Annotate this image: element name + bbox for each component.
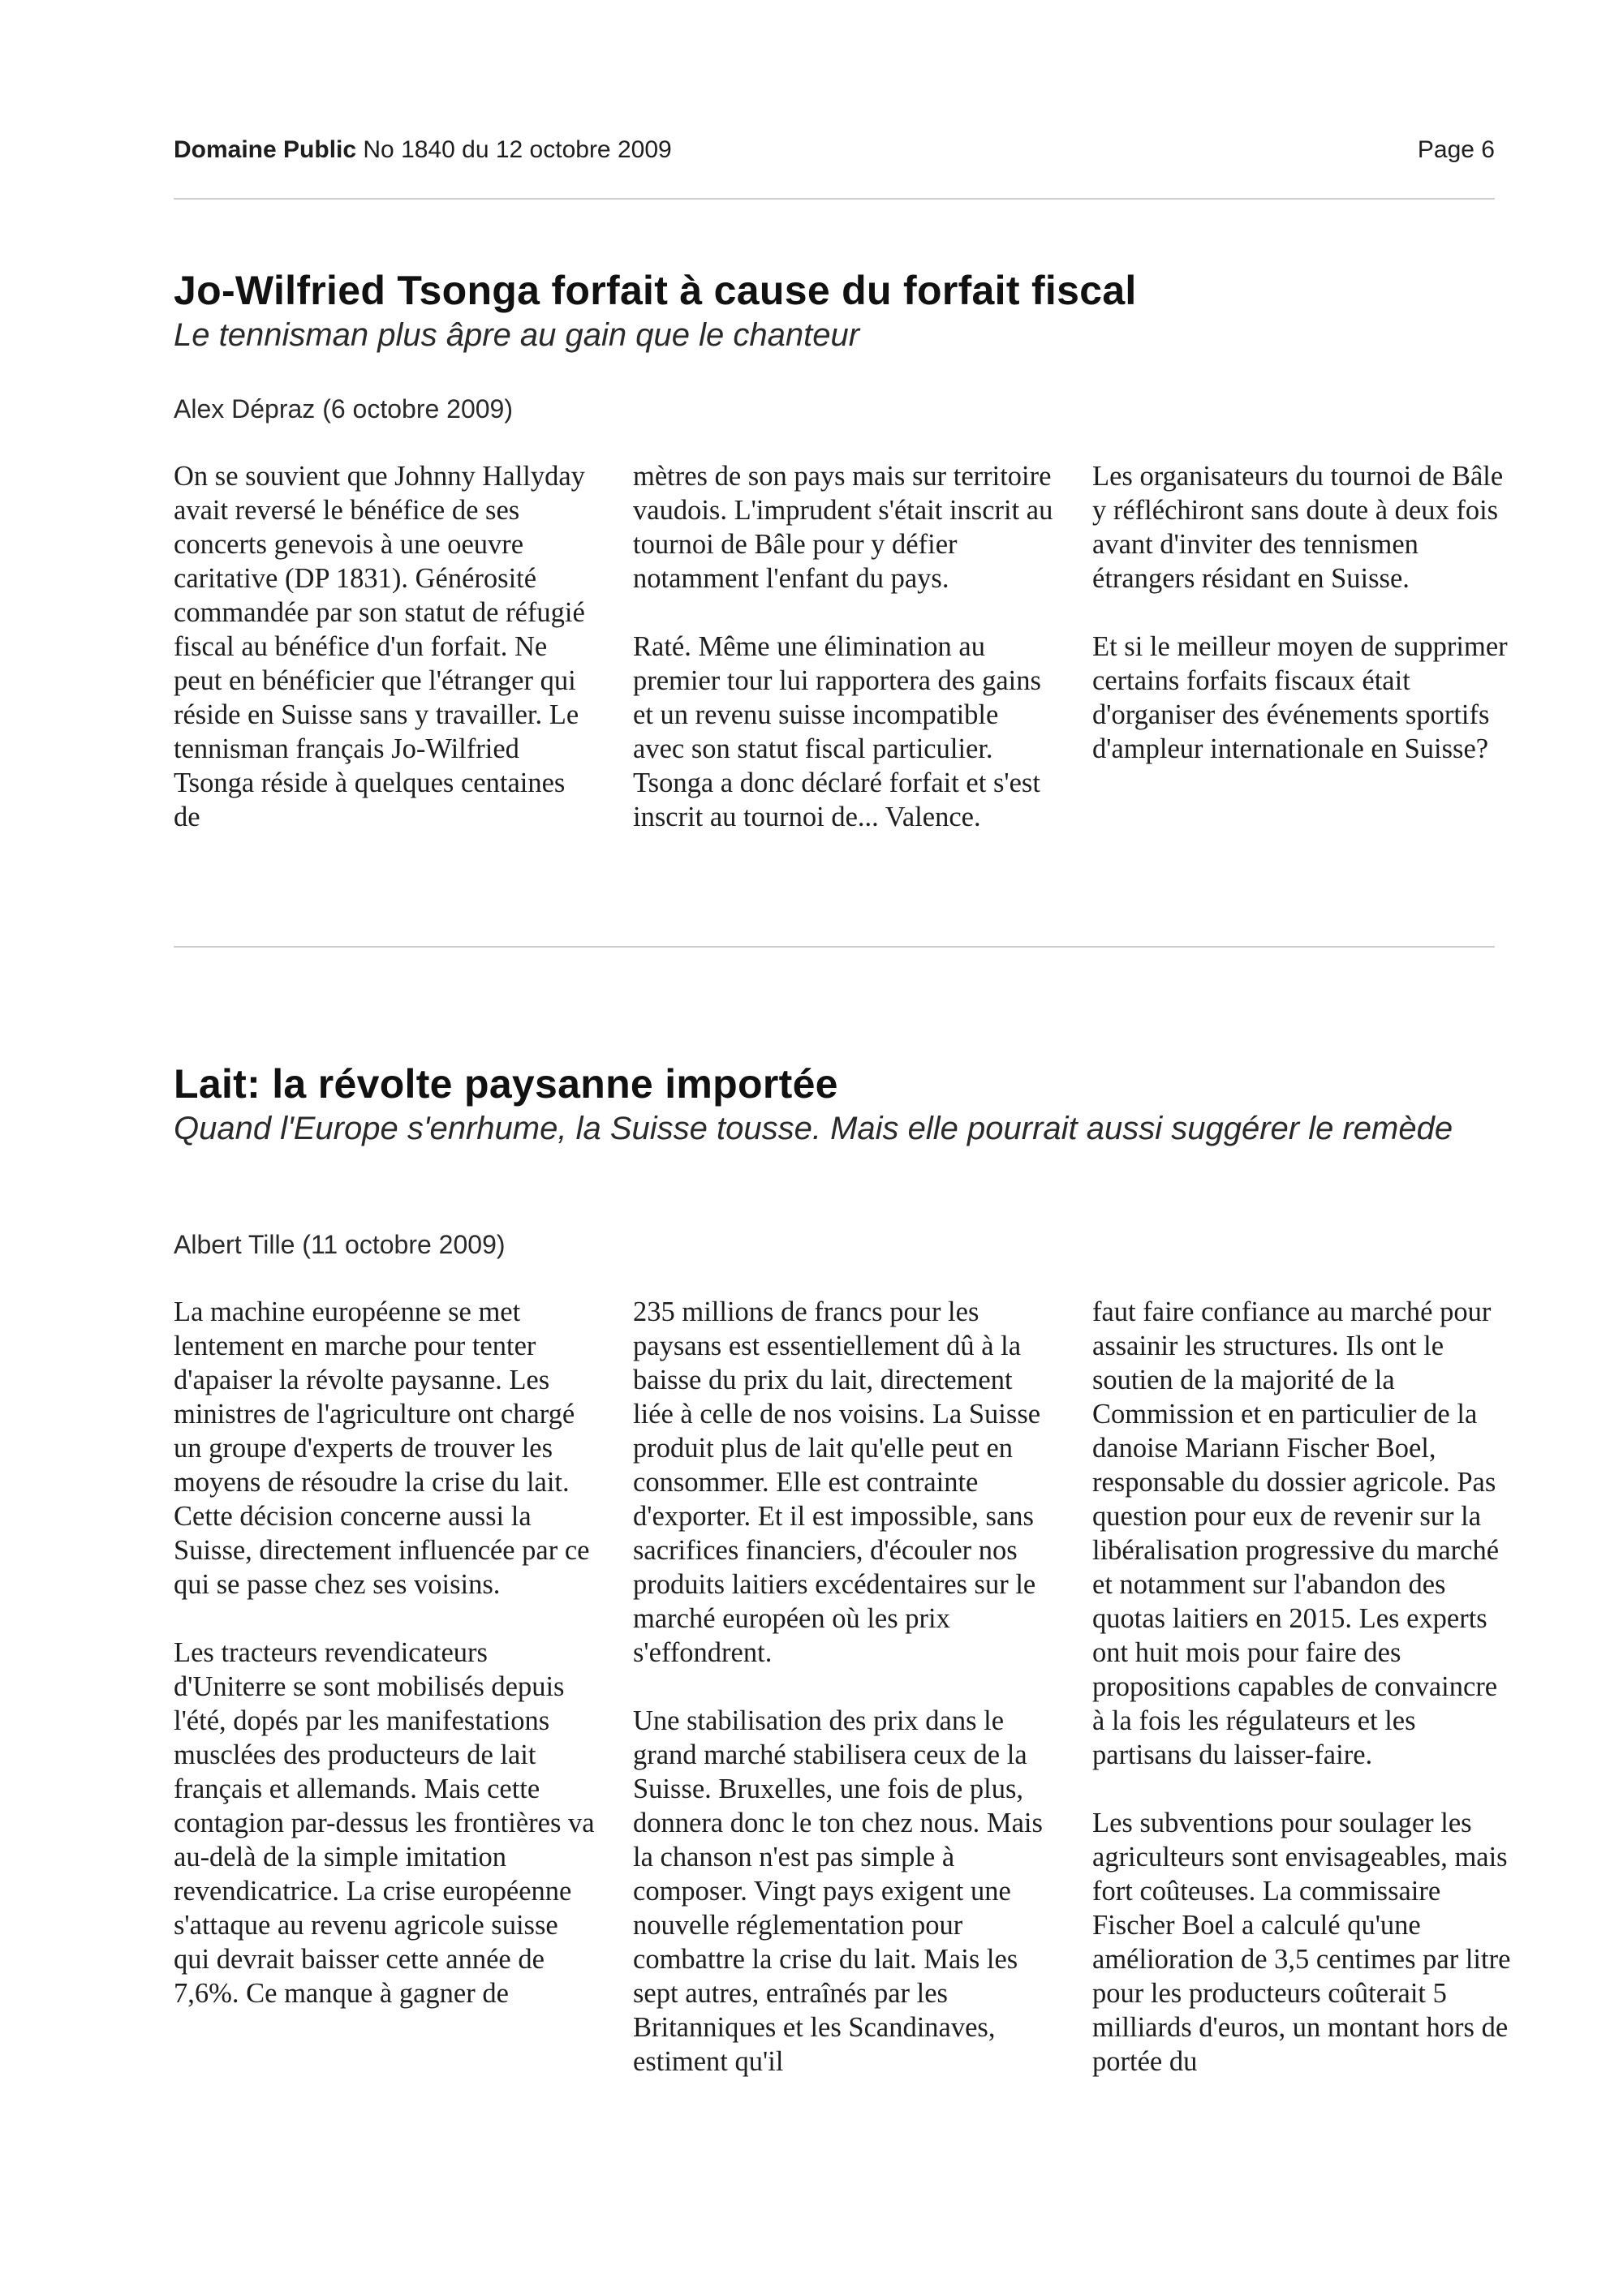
article-column-2 xyxy=(633,1295,1055,2113)
article-column-1 xyxy=(174,1295,596,2044)
issue-info: No 1840 du 12 octobre 2009 xyxy=(363,136,672,163)
paragraph: Une stabilisation des prix dans le grand marché stabilisera ceux de la Suisse. Bruxelles, une fois de plus, donnera donc le ton chez nous. Mais la chanson n'est pas simple à composer. Vingt pays exigent une nouvelle réglementation pour combattre la crise du lait. Mais les sept autres, entraînés par les Britanniques et les Scandinaves, estiment qu'il xyxy=(633,1705,1043,2077)
running-header xyxy=(174,136,1495,164)
article-column-2 xyxy=(633,459,1055,868)
article-subtitle: Quand l'Europe s'enrhume, la Suisse tousse. Mais elle pourrait aussi suggérer le remède xyxy=(174,1111,1453,1146)
paragraph: Les tracteurs revendicateurs d'Uniterre se sont mobilisés depuis l'été, dopés par les manifestations musclées des producteurs de lait français et allemands. Mais cette contagion par-dessus les frontières va au-delà de la simple imitation revendicatrice. La crise européenne s'attaque au revenu agricole suisse qui devrait baisser cette année de 7,6%. Ce manque à gagner de xyxy=(174,1637,595,2009)
article-byline: Albert Tille (11 octobre 2009) xyxy=(174,1230,506,1259)
paragraph: Les organisateurs du tournoi de Bâle y réfléchiront sans doute à deux fois avant d'inviter des tennismen étrangers résidant en Suisse. xyxy=(1092,461,1504,594)
article-divider xyxy=(174,946,1495,948)
article-column-1 xyxy=(174,459,596,868)
paragraph: La machine européenne se met lentement en marche pour tenter d'apaiser la révolte paysanne. Les ministres de l'agriculture ont chargé un groupe d'experts de trouver les moyens de résoudre la crise du lait. Cette décision concerne aussi la Suisse, directement influencée par ce qui se passe chez ses voisins. xyxy=(174,1296,590,1600)
article-title: Lait: la révolte paysanne importée xyxy=(174,1061,838,1107)
paragraph: Et si le meilleur moyen de supprimer certains forfaits fiscaux était d'organiser des événements sportifs d'ampleur internationale en Suisse? xyxy=(1092,631,1508,764)
paragraph: Raté. Même une élimination au premier tour lui rapportera des gains et un revenu suisse incompatible avec son statut fiscal particulier. Tsonga a donc déclaré forfait et s'est inscrit au tournoi de... Valence. xyxy=(633,631,1041,832)
article-title: Jo-Wilfried Tsonga forfait à cause du forfait fiscal xyxy=(174,268,1137,313)
article-column-3 xyxy=(1092,459,1514,800)
article-subtitle: Le tennisman plus âpre au gain que le chanteur xyxy=(174,317,860,353)
paragraph: On se souvient que Johnny Hallyday avait reversé le bénéfice de ses concerts genevois à une oeuvre caritative (DP 1831). Générosité commandée par son statut de réfugié fiscal au bénéfice d'un forfait. Ne peut en bénéficier que l'étranger qui réside en Suisse sans y travailler. Le tennisman français Jo-Wilfried Tsonga réside à quelques centaines de xyxy=(174,461,585,832)
page-number: Page 6 xyxy=(1417,136,1495,163)
paragraph: Les subventions pour soulager les agriculteurs sont envisageables, mais fort coûteuses. La commissaire Fischer Boel a calculé qu'une amélioration de 3,5 centimes par litre pour les producteurs coûterait 5 milliards d'euros, un montant hors de portée du xyxy=(1092,1808,1511,2077)
paragraph: 235 millions de francs pour les paysans est essentiellement dû à la baisse du prix du lait, directement liée à celle de nos voisins. La Suisse produit plus de lait qu'elle peut en consommer. Elle est contrainte d'exporter. Et il est impossible, sans sacrifices financiers, d'écouler nos produits laitiers excédentaires sur le marché européen où les prix s'effondrent. xyxy=(633,1296,1041,1668)
paragraph: mètres de son pays mais sur territoire vaudois. L'imprudent s'était inscrit au tournoi de Bâle pour y défier notamment l'enfant du pays. xyxy=(633,461,1053,594)
publication-name: Domaine Public xyxy=(174,136,357,163)
header-divider xyxy=(174,198,1495,200)
article-byline: Alex Dépraz (6 octobre 2009) xyxy=(174,394,513,424)
article-column-3 xyxy=(1092,1295,1514,2113)
paragraph: faut faire confiance au marché pour assainir les structures. Ils ont le soutien de la majorité de la Commission et en particulier de la danoise Mariann Fischer Boel, responsable du dossier agricole. Pas question pour eux de revenir sur la libéralisation progressive du marché et notamment sur l'abandon des quotas laitiers en 2015. Les experts ont huit mois pour faire des propositions capables de convaincre à la fois les régulateurs et les partisans du laisser-faire. xyxy=(1092,1296,1500,1770)
